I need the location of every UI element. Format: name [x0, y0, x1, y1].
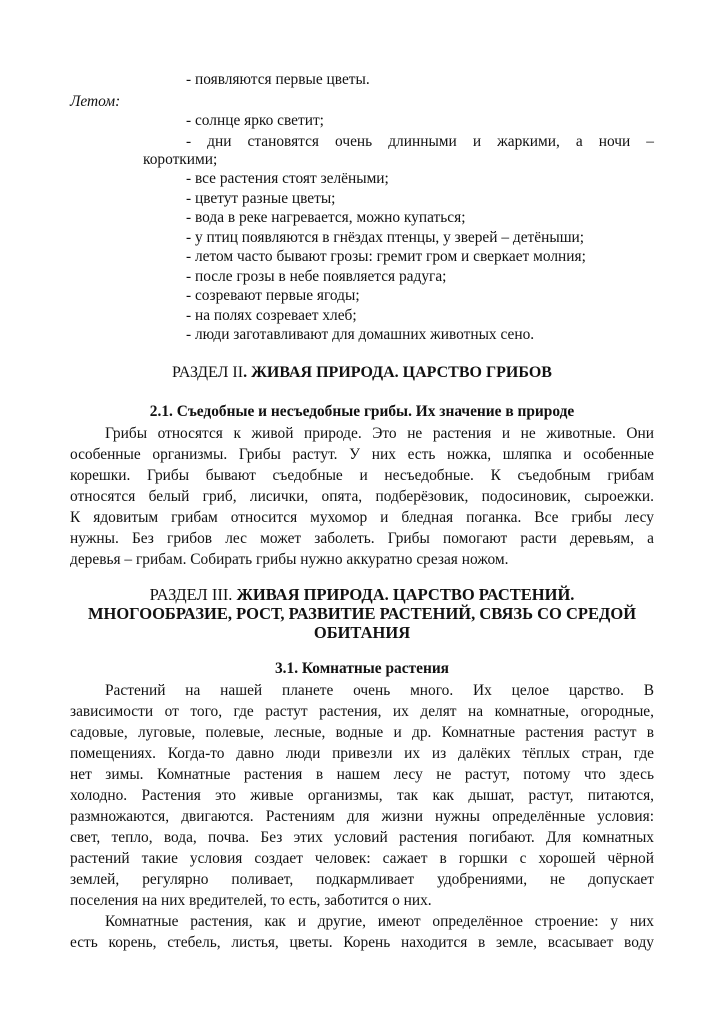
list-item: - вода в реке нагревается, можно купаться;	[186, 209, 466, 226]
list-item: - у птиц появляются в гнёздах птенцы, у зверей – детёныши;	[186, 229, 585, 246]
list-item: - на полях созревает хлеб;	[186, 307, 357, 324]
paragraph-line: размножаются, двигаются. Растениям для жизни нужны определённые условия:	[70, 808, 654, 825]
section-2-heading	[70, 363, 654, 383]
paragraph-line: Комнатные растения, как и другие, имеют определённое строение: у них	[105, 913, 654, 930]
paragraph-line: садовые, луговые, полевые, лесные, водные и др. Комнатные растения растут в	[70, 724, 654, 741]
list-item: - все растения стоят зелёными;	[186, 170, 389, 187]
paragraph-line: особенные организмы. Грибы растут. У них есть ножка, шляпка и особенные	[70, 446, 654, 463]
section-3-title: ЖИВАЯ ПРИРОДА. ЦАРСТВО РАСТЕНИЙ.	[236, 585, 575, 604]
section-3-heading-line-3: ОБИТАНИЯ	[313, 623, 411, 642]
list-item: - цветут разные цветы;	[186, 190, 336, 207]
paragraph-line: относятся белый гриб, лисички, опята, подберёзовик, подосиновик, сыроежки.	[70, 488, 654, 505]
list-item: - после грозы в небе появляется радуга;	[186, 268, 447, 285]
summer-item-continuation: короткими;	[143, 151, 218, 168]
paragraph-line: К ядовитым грибам относится мухомор и бледная поганка. Все грибы лесу	[70, 509, 654, 526]
paragraph-line: помещениях. Когда-то давно люди привезли их из далёких тёплых стран, где	[70, 745, 654, 762]
paragraph-line: поселения на них вредителей, то есть, заботится о них.	[70, 892, 432, 909]
paragraph-line: Растений на нашей планете очень много. Их целое царство. В	[105, 682, 654, 699]
summer-item: - дни становятся очень длинными и жаркими, а ночи –	[186, 133, 654, 150]
paragraph-line: растений такие условия создает человек: сажает в горшки с хорошей чёрной	[70, 850, 654, 867]
paragraph-line: холодно. Растения это живые организмы, так как дышат, растут, питаются,	[70, 787, 654, 804]
list-item: - летом часто бывают грозы: гремит гром и сверкает молния;	[186, 248, 586, 265]
paragraph-line: есть корень, стебель, листья, цветы. Корень находится в земле, всасывает воду	[70, 934, 654, 951]
section-2-prefix: РАЗДЕЛ II	[172, 364, 244, 381]
paragraph-line: деревья – грибам. Собирать грибы нужно аккуратно срезая ножом.	[70, 551, 509, 568]
section-2-title: . ЖИВАЯ ПРИРОДА. ЦАРСТВО ГРИБОВ	[243, 364, 552, 381]
spring-last-item: - появляются первые цветы.	[186, 71, 370, 88]
paragraph-line: свет, тепло, вода, почва. Без этих условий растения погибают. Для комнатных	[70, 829, 654, 846]
paragraph-line: нужны. Без грибов лес может заболеть. Грибы помогают расти деревьям, а	[70, 530, 654, 547]
section-3-heading-line-1	[70, 585, 654, 605]
summer-label: Летом:	[70, 93, 121, 110]
section-3-heading-line-2: МНОГООБРАЗИЕ, РОСТ, РАЗВИТИЕ РАСТЕНИЙ, СВЯЗЬ СО СРЕДОЙ	[87, 604, 637, 623]
list-item: - люди заготавливают для домашних животных сено.	[186, 326, 535, 343]
summer-item: - солнце ярко светит;	[186, 112, 324, 129]
section-3-prefix: РАЗДЕЛ III.	[149, 585, 237, 604]
paragraph-line: зависимости от того, где растут растения, их делят на комнатные, огородные,	[70, 703, 654, 720]
paragraph-line: Грибы относятся к живой природе. Это не растения и не животные. Они	[105, 425, 654, 442]
paragraph-line: корешки. Грибы бывают съедобные и несъедобные. К съедобным грибам	[70, 467, 654, 484]
paragraph-line: нет зимы. Комнатные растения в нашем лесу не растут, потому что здесь	[70, 766, 654, 783]
list-item: - созревают первые ягоды;	[186, 287, 360, 304]
subsection-3-1-heading: 3.1. Комнатные растения	[274, 660, 450, 677]
paragraph-line: землей, регулярно поливает, подкармливает удобрениями, не допускает	[70, 871, 654, 888]
subsection-2-1-heading: 2.1. Съедобные и несъедобные грибы. Их значение в природе	[149, 403, 575, 420]
